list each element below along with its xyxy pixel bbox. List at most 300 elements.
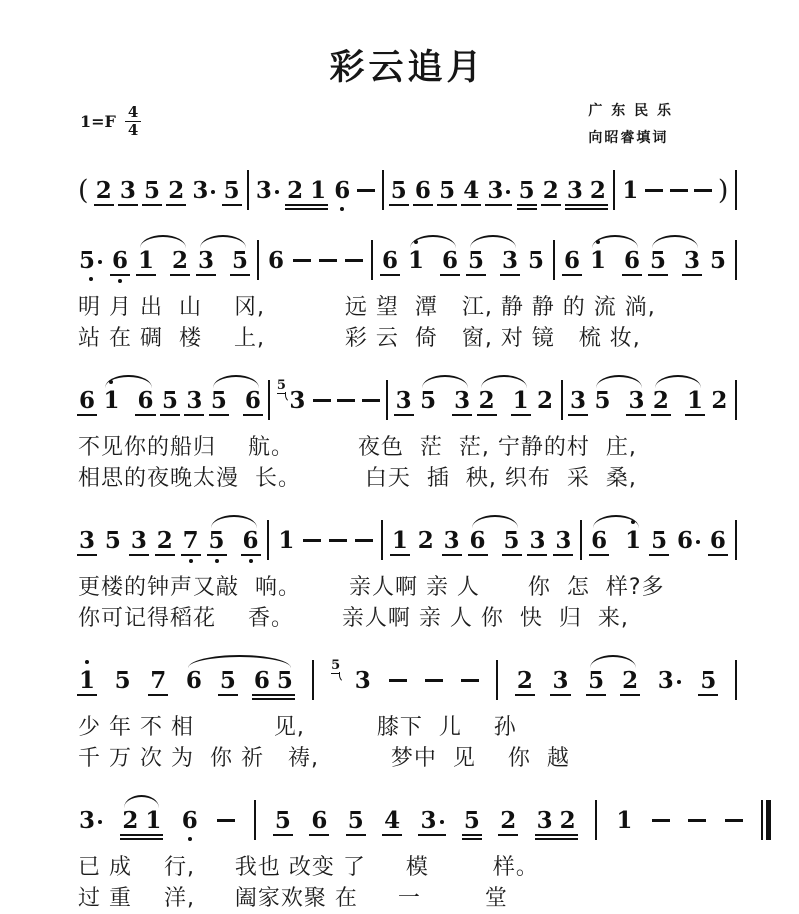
note-digits: 3 <box>657 666 674 694</box>
underline <box>565 208 608 210</box>
octave-dot-low <box>188 837 192 841</box>
note-digits: 7 <box>182 526 199 554</box>
note-digits: 5 <box>390 176 407 204</box>
slur <box>419 386 471 414</box>
tonic-label: 1=F <box>80 112 116 132</box>
underline <box>142 204 162 206</box>
note <box>102 386 120 414</box>
note <box>210 386 228 414</box>
note <box>347 806 365 834</box>
note <box>463 806 481 834</box>
slur <box>587 666 639 694</box>
underline <box>586 694 606 696</box>
note-digits: 5 <box>594 386 611 414</box>
note-digits: 32 <box>536 806 583 834</box>
note <box>114 666 132 694</box>
note-digits: 5 <box>527 246 544 274</box>
barline <box>386 380 388 420</box>
octave-dot-low <box>340 207 344 211</box>
note <box>95 176 113 204</box>
note <box>419 386 437 414</box>
score-system <box>78 516 737 634</box>
note-digits: 2 <box>168 176 185 204</box>
note-digits: 2 <box>156 526 173 554</box>
note <box>503 526 521 554</box>
note <box>231 246 249 274</box>
note-digits: 5 <box>420 386 437 414</box>
note <box>683 246 701 274</box>
note-digits: 3 <box>198 246 215 274</box>
note <box>527 246 545 274</box>
note <box>181 806 199 834</box>
note-digits: 2 <box>478 386 495 414</box>
note-digits: 5 <box>232 246 249 274</box>
note-digits: 65 <box>253 666 300 694</box>
underline <box>626 414 646 416</box>
underline <box>485 204 512 206</box>
note <box>182 526 200 554</box>
note-digits: 6 <box>623 246 640 274</box>
note-digits: 5 <box>710 246 727 274</box>
note <box>111 246 129 274</box>
note <box>686 386 704 414</box>
duration-dash <box>670 189 688 192</box>
underline <box>382 834 402 836</box>
note-digits: 21 <box>122 806 169 834</box>
note-digits: 1 <box>103 386 120 414</box>
note-digits: 6 <box>244 386 261 414</box>
duration-dash <box>337 399 355 402</box>
underline <box>698 694 718 696</box>
note-digits: 5 <box>347 806 364 834</box>
note <box>453 386 471 414</box>
duration-dash <box>389 679 407 682</box>
time-signature <box>125 104 141 140</box>
note <box>288 386 306 414</box>
lyric-row: 少 年 不 相 见, 膝下 儿 孙 <box>78 715 517 740</box>
slur <box>197 246 249 274</box>
barline <box>268 380 270 420</box>
barline <box>257 240 259 280</box>
note-digits: 2 <box>417 526 434 554</box>
barline <box>254 800 256 840</box>
note-digits: 5 <box>144 176 161 204</box>
note-digits: 7 <box>150 666 167 694</box>
lyric-row: 千 万 次 为 你 祈 祷, 梦中 见 你 越 <box>78 746 570 771</box>
note <box>191 176 216 204</box>
note-digits: 6 <box>676 526 693 554</box>
augmentation-dot <box>696 540 700 544</box>
underline <box>517 204 537 206</box>
note-digits: 3 <box>501 246 518 274</box>
lyric-row: 相思的夜晚太漫 长。 白天 插 秧, 织布 采 桑, <box>78 466 637 491</box>
underline <box>651 414 671 416</box>
note-digits: 6 <box>185 666 202 694</box>
underline <box>541 204 561 206</box>
note <box>486 176 511 204</box>
underline <box>77 694 97 696</box>
note <box>657 666 682 694</box>
note-digits: 5 <box>104 526 121 554</box>
barline <box>735 240 737 280</box>
duration-dash <box>303 539 321 542</box>
slur <box>121 806 169 834</box>
note <box>551 666 569 694</box>
underline <box>622 274 642 276</box>
note-digits: 3 <box>119 176 136 204</box>
lyric-row: 已 成 行, 我也 改变 了 模 样。 <box>78 855 539 880</box>
note <box>253 666 300 694</box>
underline <box>390 554 410 556</box>
note <box>161 386 179 414</box>
note-digits: 5 <box>467 246 484 274</box>
note-digits: 3 <box>255 176 272 204</box>
underline <box>553 554 573 556</box>
note <box>185 386 203 414</box>
note <box>438 176 456 204</box>
note <box>267 246 285 274</box>
duration-dash <box>362 399 380 402</box>
underline <box>218 694 238 696</box>
note <box>528 526 546 554</box>
augmentation-dot <box>440 820 444 824</box>
slur <box>469 526 521 554</box>
note-digits: 2 <box>516 666 533 694</box>
note-digits: 1 <box>616 806 633 834</box>
duration-dash <box>425 679 443 682</box>
slur <box>478 386 530 414</box>
note-digits: 3 <box>443 526 460 554</box>
note <box>137 246 155 274</box>
note-digits: 1 <box>391 526 408 554</box>
underline <box>120 838 163 840</box>
underline <box>129 554 149 556</box>
augmentation-dot <box>98 260 102 264</box>
underline <box>230 274 250 276</box>
note-digits: 6 <box>381 246 398 274</box>
note <box>593 386 611 414</box>
note-digits: 6 <box>414 176 431 204</box>
note-digits: 2 <box>711 386 728 414</box>
note-digits: 2 <box>95 176 112 204</box>
credits <box>588 98 673 151</box>
note <box>219 666 237 694</box>
barline <box>381 520 383 560</box>
note-digits: 5 <box>439 176 456 204</box>
note-digits: 1 <box>589 246 606 274</box>
underline <box>468 554 488 556</box>
note-digits: 32 <box>566 176 613 204</box>
slur <box>210 386 262 414</box>
underline <box>207 554 227 556</box>
underline <box>389 204 409 206</box>
note-digits: 5 <box>79 246 96 274</box>
note-digits: 3 <box>454 386 471 414</box>
note <box>197 246 215 274</box>
underline <box>515 694 535 696</box>
underline <box>648 274 668 276</box>
underline <box>252 698 295 700</box>
barline <box>735 170 737 210</box>
barline <box>247 170 249 210</box>
underline <box>148 694 168 696</box>
note <box>156 526 174 554</box>
note-digits: 5 <box>588 666 605 694</box>
note <box>255 176 280 204</box>
music-line <box>78 236 737 284</box>
grace-note: 5 <box>276 378 286 393</box>
octave-dot-high <box>109 380 113 384</box>
octave-dot-low <box>189 559 193 563</box>
note-digits: 5 <box>223 176 240 204</box>
grace-note: 5 <box>331 658 341 673</box>
score-system <box>78 166 737 214</box>
note-digits: 21 <box>287 176 334 204</box>
slur <box>589 246 641 274</box>
barline <box>735 660 737 700</box>
parenthesis: ) <box>717 174 729 206</box>
duration-dash <box>319 259 337 262</box>
underline <box>118 204 138 206</box>
music-line <box>78 656 737 704</box>
octave-dot-high <box>631 520 635 524</box>
underline <box>120 834 163 836</box>
note <box>566 176 613 204</box>
parenthesis: ( <box>78 174 89 206</box>
barline <box>553 240 555 280</box>
lyric-row: 你可记得稻花 香。 亲人啊 亲 人 你 快 归 来, <box>78 606 629 631</box>
note <box>78 246 103 274</box>
note-digits: 3 <box>192 176 209 204</box>
underline <box>252 694 295 696</box>
note <box>185 666 203 694</box>
underline <box>498 834 518 836</box>
underline <box>589 554 609 556</box>
note <box>277 526 295 554</box>
note-digits: 6 <box>311 806 328 834</box>
underline <box>346 834 366 836</box>
note <box>104 526 122 554</box>
credit-source: 广 东 民 乐 <box>588 103 673 119</box>
lyric-row: 过 重 洋, 阖家欢聚 在 一 堂 <box>78 886 508 911</box>
note <box>462 176 480 204</box>
underline <box>273 834 293 836</box>
underline <box>77 414 97 416</box>
note <box>536 806 583 834</box>
underline <box>285 204 328 206</box>
barline-thick <box>766 800 771 840</box>
underline <box>77 554 97 556</box>
note <box>542 176 560 204</box>
barline <box>595 800 597 840</box>
note <box>699 666 717 694</box>
score-system <box>78 236 737 354</box>
duration-dash <box>313 399 331 402</box>
note-digits: 5 <box>503 526 520 554</box>
note <box>501 246 519 274</box>
note <box>136 386 154 414</box>
note-digits: 1 <box>278 526 295 554</box>
octave-dot-high <box>414 240 418 244</box>
final-barline <box>761 800 771 840</box>
octave-dot-low <box>215 559 219 563</box>
slur <box>208 526 260 554</box>
octave-dot-high <box>596 240 600 244</box>
score <box>78 166 737 914</box>
note <box>286 176 334 204</box>
note <box>518 176 536 204</box>
underline <box>160 414 180 416</box>
note <box>516 666 534 694</box>
meter-numerator: 4 <box>125 104 141 122</box>
note <box>621 176 639 204</box>
note <box>627 386 645 414</box>
note <box>130 526 148 554</box>
note-digits: 5 <box>161 386 178 414</box>
key-signature <box>80 104 141 140</box>
note <box>119 176 137 204</box>
octave-dot-low <box>89 277 93 281</box>
note-digits: 1 <box>622 176 639 204</box>
note-digits: 5 <box>651 526 668 554</box>
note <box>78 526 96 554</box>
barline <box>580 520 582 560</box>
slur <box>652 386 704 414</box>
note <box>478 386 496 414</box>
underline <box>136 274 156 276</box>
underline <box>535 834 578 836</box>
note <box>381 246 399 274</box>
note-digits: 2 <box>500 806 517 834</box>
note <box>391 526 409 554</box>
duration-dash <box>217 819 235 822</box>
barline <box>613 170 615 210</box>
note <box>78 666 96 694</box>
lyric-row: 不见你的船归 航。 夜色 茫 茫, 宁静的村 庄, <box>78 435 637 460</box>
underline <box>380 274 400 276</box>
note <box>569 386 587 414</box>
underline <box>170 274 190 276</box>
note-digits: 6 <box>112 246 129 274</box>
note <box>390 176 408 204</box>
underline <box>462 838 482 840</box>
note <box>469 526 487 554</box>
underline <box>565 204 608 206</box>
underline <box>241 554 261 556</box>
underline <box>243 414 263 416</box>
note-digits: 1 <box>407 246 424 274</box>
note <box>710 386 728 414</box>
note-digits: 6 <box>137 386 154 414</box>
augmentation-dot <box>677 680 681 684</box>
meta-row <box>78 104 737 156</box>
note <box>709 246 727 274</box>
slur <box>137 246 189 274</box>
note <box>709 526 727 554</box>
note <box>467 246 485 274</box>
note <box>536 386 554 414</box>
note-digits: 2 <box>172 246 189 274</box>
underline <box>517 208 537 210</box>
underline <box>462 834 482 836</box>
underline <box>708 554 728 556</box>
note <box>354 666 372 694</box>
note-digits: 5 <box>210 386 227 414</box>
barline <box>761 800 763 840</box>
underline <box>155 554 175 556</box>
slur <box>407 246 459 274</box>
note <box>242 526 260 554</box>
note-digits: 3 <box>79 806 96 834</box>
augmentation-dot <box>506 190 510 194</box>
note <box>621 666 639 694</box>
note-digits: 3 <box>487 176 504 204</box>
underline <box>209 414 229 416</box>
note-digits: 2 <box>537 386 554 414</box>
note <box>149 666 167 694</box>
underline <box>110 274 130 276</box>
score-system <box>78 796 737 914</box>
score-system <box>78 656 737 774</box>
augmentation-dot <box>211 190 215 194</box>
note <box>443 526 461 554</box>
note <box>310 806 328 834</box>
underline <box>440 274 460 276</box>
underline <box>500 274 520 276</box>
underline <box>466 274 486 276</box>
barline <box>312 660 314 700</box>
note-digits: 4 <box>463 176 480 204</box>
note-digits: 3 <box>186 386 203 414</box>
underline <box>181 554 201 556</box>
underline <box>166 204 186 206</box>
note-digits: 1 <box>79 666 96 694</box>
slur <box>590 526 642 554</box>
note <box>244 386 262 414</box>
augmentation-dot <box>98 820 102 824</box>
note-digits: 3 <box>289 386 306 414</box>
underline <box>196 274 216 276</box>
underline <box>568 414 588 416</box>
duration-dash <box>461 679 479 682</box>
underline <box>550 694 570 696</box>
note <box>512 386 530 414</box>
underline <box>685 414 705 416</box>
underline <box>562 274 582 276</box>
underline <box>394 414 414 416</box>
duration-dash <box>293 259 311 262</box>
note-digits: 4 <box>384 806 401 834</box>
underline <box>511 414 531 416</box>
slur <box>593 386 645 414</box>
underline <box>442 554 462 556</box>
note <box>624 526 642 554</box>
underline <box>452 414 472 416</box>
note <box>407 246 425 274</box>
note <box>395 386 413 414</box>
note-digits: 5 <box>518 176 535 204</box>
underline <box>649 554 669 556</box>
duration-dash <box>694 189 712 192</box>
note <box>171 246 189 274</box>
score-system <box>78 376 737 494</box>
note-digits: 6 <box>563 246 580 274</box>
note-digits: 3 <box>395 386 412 414</box>
duration-dash <box>329 539 347 542</box>
note <box>223 176 241 204</box>
meter-denominator: 4 <box>127 121 139 140</box>
octave-dot-high <box>85 660 89 664</box>
